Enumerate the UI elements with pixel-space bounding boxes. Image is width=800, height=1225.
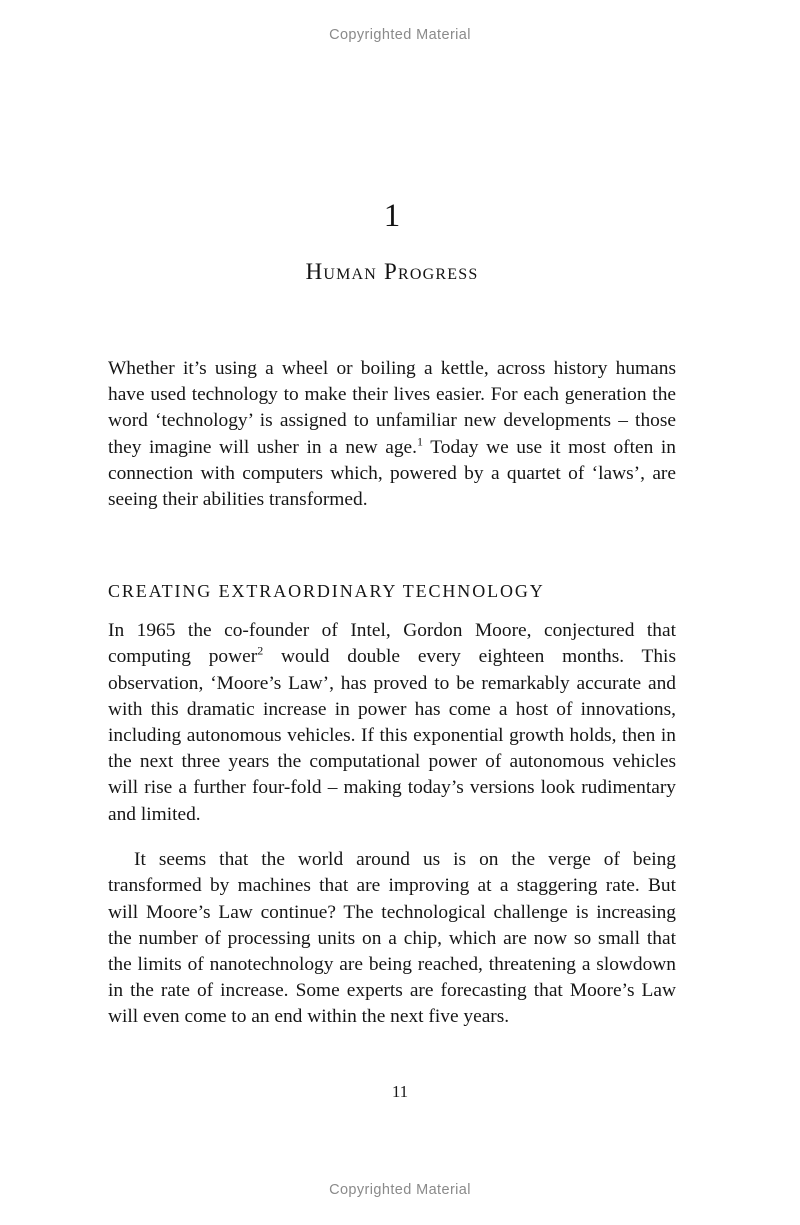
paragraph-moores-law-text-before-footnote: In 1965 the co-founder of Intel, Gordon Moore, conjectured that computing power xyxy=(108,620,676,668)
text-column xyxy=(108,0,676,1050)
copyright-watermark-bottom: Copyrighted Material xyxy=(329,1182,471,1198)
paragraph-verge-of-being-transformed: It seems that the world around us is on the verge of being transformed by machines that are improving at a staggering rate. But will Moore’s Law continue? The technological challenge is increasing the number of processing units on a chip, which are now so small that the limits of nanotechnology are being reached, threatening a slowdown in the rate of increase. Some experts are forecasting that Moore’s Law will even come to an end within the next five years. xyxy=(108,849,676,1028)
paragraph-moores-law-text-after-footnote: would double every eighteen months. This observation, ‘Moore’s Law’, has proved to be remarkably accurate and with this dramatic increase in power has come a host of innovations, including autonomous vehicles. If this exponential growth holds, then in the next three years the computational power of autonomous vehicles will rise a further four-fold – making today’s versions look rudimentary and limited. xyxy=(108,646,676,825)
paragraph-opening-text-before-footnote: Whether it’s using a wheel or boiling a kettle, across history humans have used technology to make their lives easier. For each generation the word ‘technology’ is assigned to unfamiliar new developments – those they imagine will usher in a new age. xyxy=(108,358,676,458)
footnote-marker-2: 2 xyxy=(257,643,264,658)
paragraph-moores-law xyxy=(108,618,676,828)
chapter-title: Human Progress xyxy=(305,259,479,284)
section-heading-creating-extraordinary-technology: CREATING EXTRAORDINARY TECHNOLOGY xyxy=(108,581,545,602)
footnote-marker-1: 1 xyxy=(417,434,424,449)
copyright-watermark-top: Copyrighted Material xyxy=(329,27,471,43)
paragraph-opening xyxy=(108,356,676,513)
page-number: 11 xyxy=(391,1082,409,1101)
chapter-number: 1 xyxy=(383,198,401,234)
paragraph-opening-text-after-footnote: Today we use it most often in connection with computers which, powered by a quartet of ‘laws’, are seeing their abilities transformed. xyxy=(108,436,676,511)
